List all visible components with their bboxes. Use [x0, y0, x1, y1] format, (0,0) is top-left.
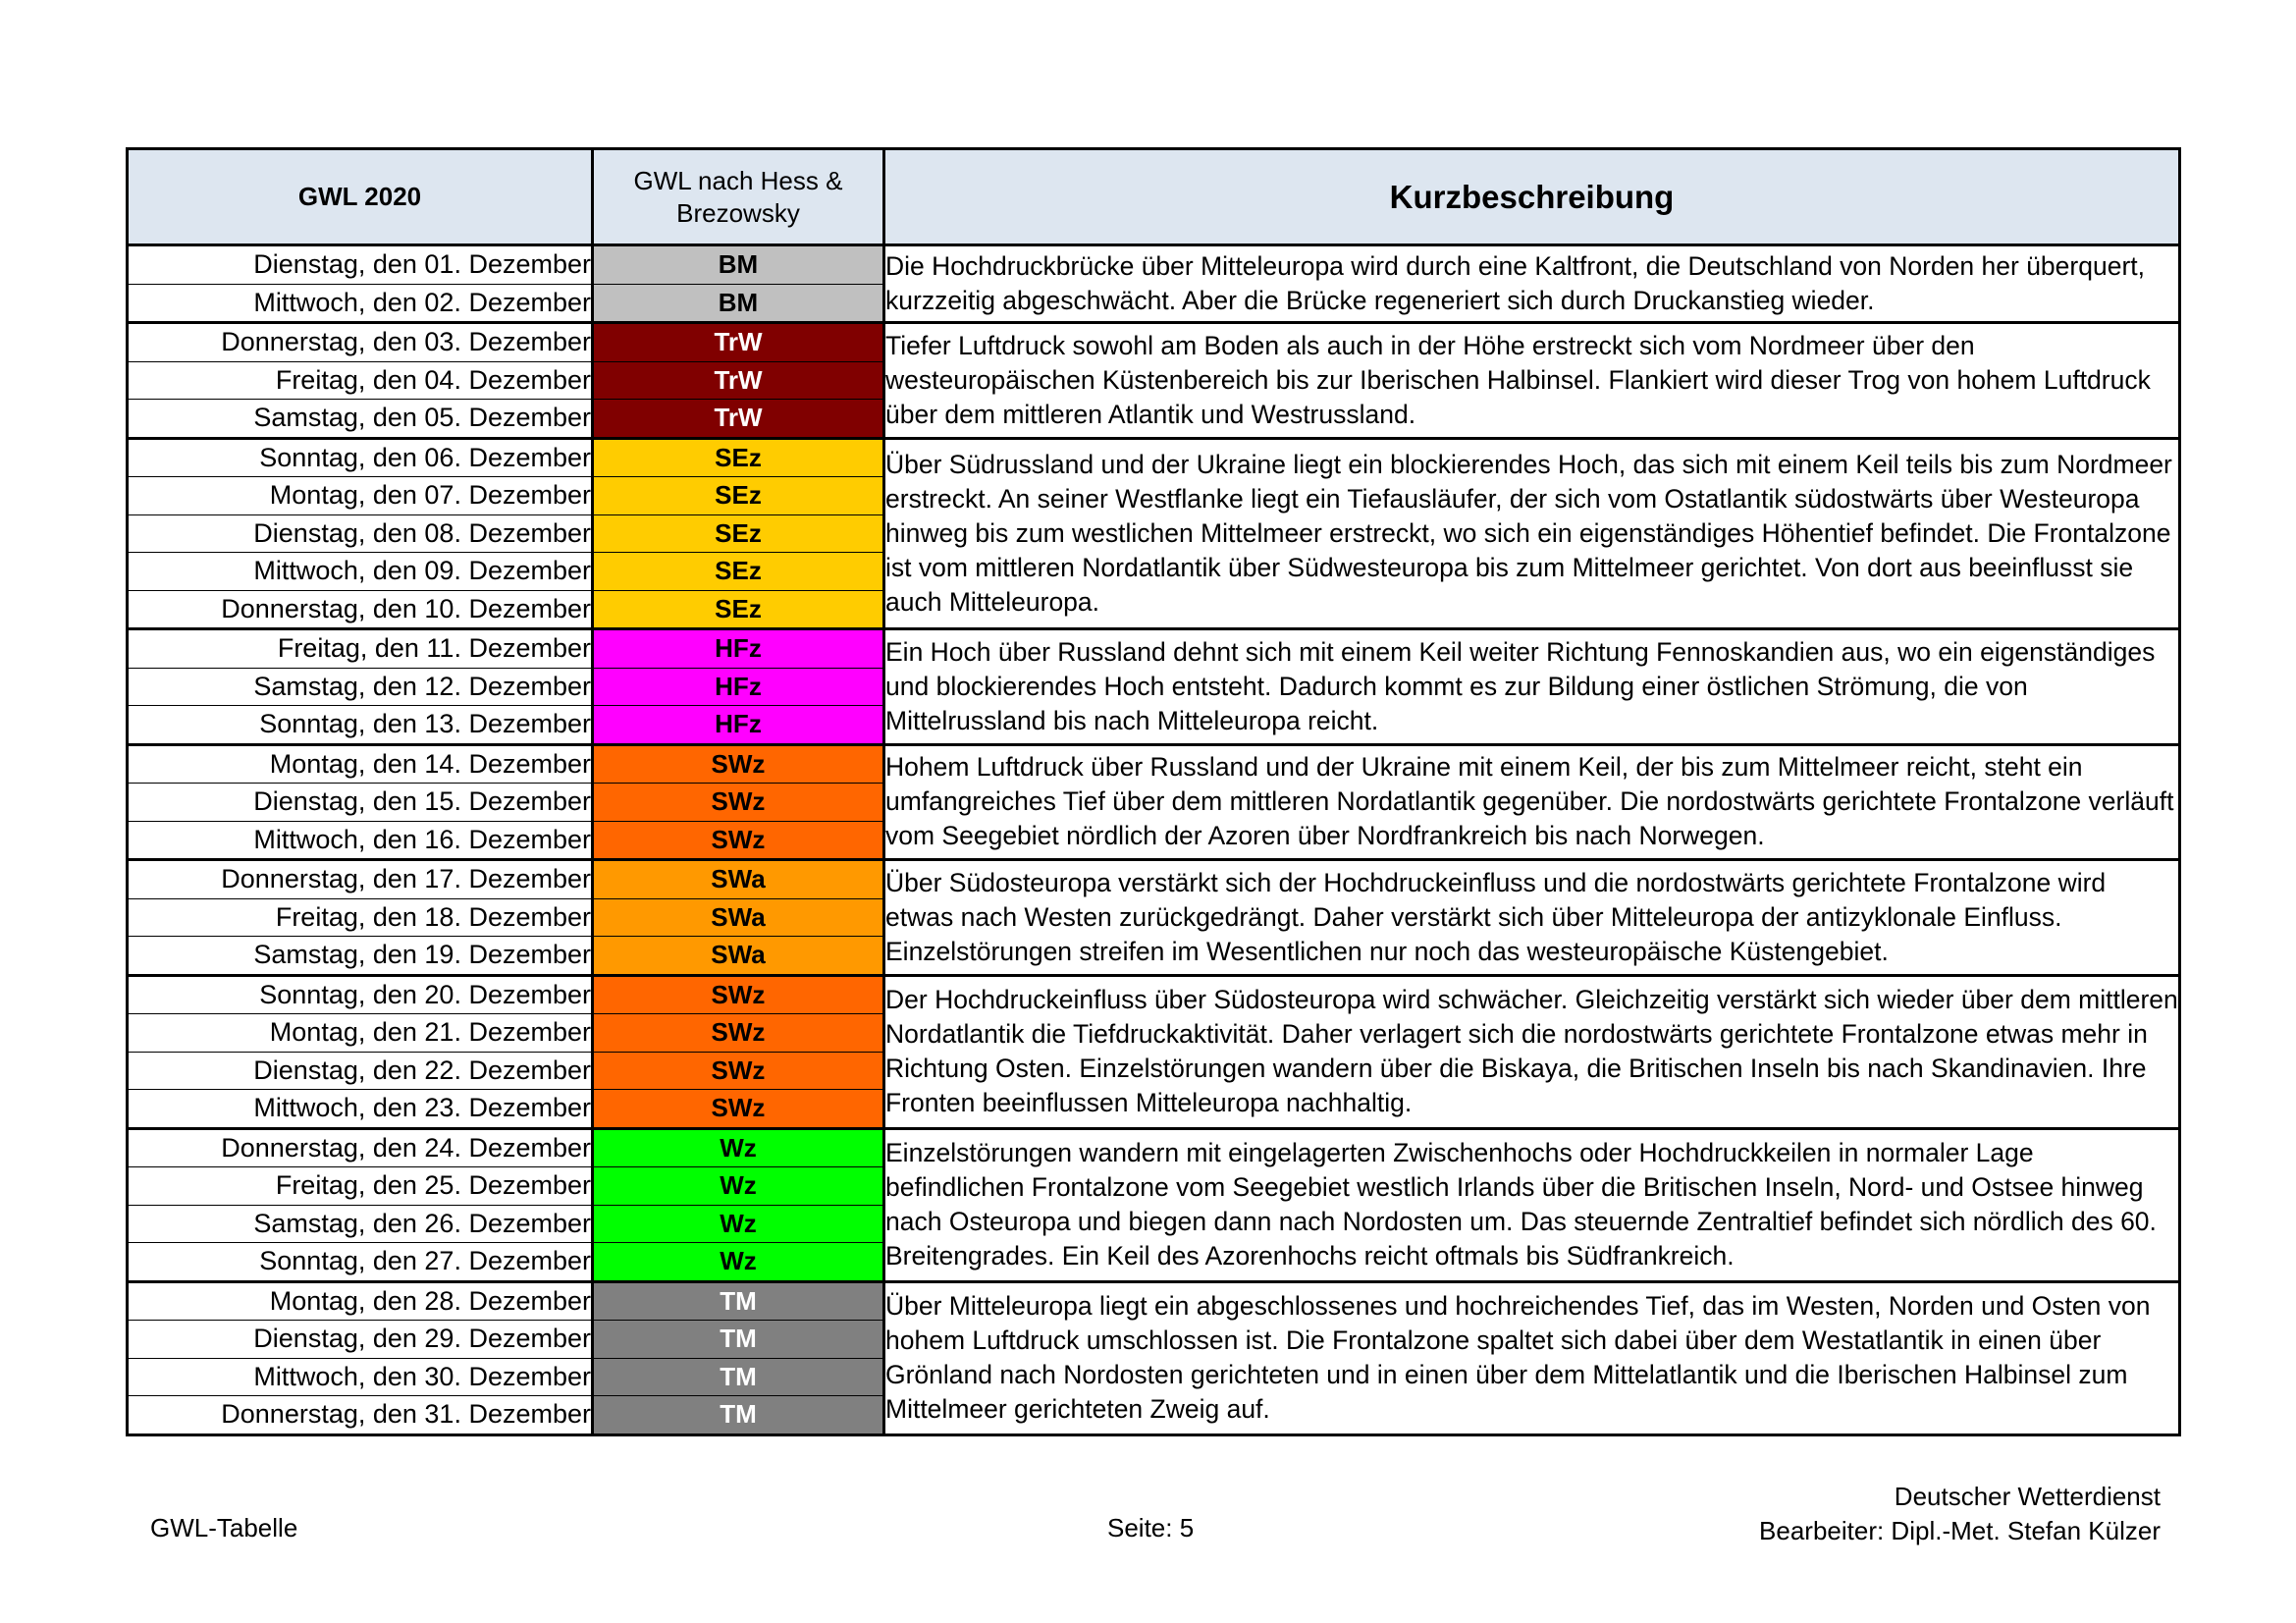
date-cell: Montag, den 14. Dezember	[128, 744, 593, 784]
date-cell: Dienstag, den 29. Dezember	[128, 1321, 593, 1359]
gwl-code-cell: SWz	[593, 744, 884, 784]
description-cell: Die Hochdruckbrücke über Mitteleuropa wird durch eine Kaltfront, die Deutschland von Norden her überquert, kurzzeitig abgeschwächt. Aber die Brücke regeneriert sich durch Druckanstieg wieder.	[884, 245, 2180, 323]
gwl-code-cell: SWz	[593, 975, 884, 1014]
gwl-code-cell: SWz	[593, 1014, 884, 1053]
footer-author-block	[1759, 1480, 2161, 1548]
date-cell: Mittwoch, den 16. Dezember	[128, 821, 593, 860]
date-cell: Montag, den 21. Dezember	[128, 1014, 593, 1053]
date-cell: Montag, den 28. Dezember	[128, 1281, 593, 1321]
table-row	[128, 860, 2180, 899]
table-row	[128, 323, 2180, 362]
description-cell: Über Südrussland und der Ukraine liegt ein blockierendes Hoch, das sich mit einem Keil teils bis zum Nordmeer erstreckt. An seiner Westflanke liegt ein Tiefausläufer, der sich vom Ostatlantik südostwärts über Westeuropa hinweg bis zum westlichen Mittelmeer erstreckt, wo sich ein eigenständiges Höhentief befindet. Die Frontalzone ist vom mittleren Nordatlantik über Südwesteuropa bis zum Mittelmeer gerichtet. Von dort aus beeinflusst sie auch Mitteleuropa.	[884, 438, 2180, 629]
gwl-code-cell: SEz	[593, 553, 884, 591]
gwl-code-cell: SWz	[593, 821, 884, 860]
gwl-code-cell: Wz	[593, 1205, 884, 1243]
gwl-code-cell: TM	[593, 1358, 884, 1396]
gwl-code-cell: BM	[593, 284, 884, 323]
gwl-table	[126, 147, 2181, 1436]
description-cell: Einzelstörungen wandern mit eingelagerten Zwischenhochs oder Hochdruckkeilen in normaler Lage befindlichen Frontalzone vom Seegebiet westlich Irlands über die Britischen Inseln, Nord- und Ostsee hinweg nach Osteuropa und biegen dann nach Nordosten um. Das steuernde Zentraltief befindet sich nördlich des 60. Breitengrades. Ein Keil des Azorenhochs reicht oftmals bis Südfrankreich.	[884, 1128, 2180, 1281]
gwl-code-cell: HFz	[593, 629, 884, 669]
description-cell: Über Südosteuropa verstärkt sich der Hochdruckeinfluss und die nordostwärts gerichtete Frontalzone wird etwas nach Westen zurückgedrängt. Daher verstärkt sich über Mitteleuropa der antizyklonale Einfluss. Einzelstörungen streifen im Wesentlichen nur noch das westeuropäische Küstengebiet.	[884, 860, 2180, 976]
date-cell: Donnerstag, den 17. Dezember	[128, 860, 593, 899]
gwl-code-cell: SWz	[593, 1090, 884, 1129]
date-cell: Dienstag, den 15. Dezember	[128, 784, 593, 822]
gwl-code-cell: Wz	[593, 1128, 884, 1167]
table-row	[128, 245, 2180, 285]
table-row	[128, 975, 2180, 1014]
header-kurzbeschreibung: Kurzbeschreibung	[884, 149, 2180, 245]
date-cell: Sonntag, den 13. Dezember	[128, 706, 593, 745]
table-row	[128, 438, 2180, 477]
gwl-code-cell: TrW	[593, 323, 884, 362]
date-cell: Sonntag, den 20. Dezember	[128, 975, 593, 1014]
date-cell: Samstag, den 26. Dezember	[128, 1205, 593, 1243]
date-cell: Samstag, den 05. Dezember	[128, 400, 593, 439]
gwl-code-cell: HFz	[593, 706, 884, 745]
description-cell: Über Mitteleuropa liegt ein abgeschlossenes und hochreichendes Tief, das im Westen, Norden und Osten von hohem Luftdruck umschlossen ist. Die Frontalzone spaltet sich dabei über dem Westatlantik in einen über Grönland nach Nordosten gerichteten und in einen über dem Mittelatlantik und die Iberischen Halbinsel zum Mittelmeer gerichteten Zweig auf.	[884, 1281, 2180, 1434]
table-row	[128, 629, 2180, 669]
date-cell: Donnerstag, den 24. Dezember	[128, 1128, 593, 1167]
header-gwl-year: GWL 2020	[128, 149, 593, 245]
gwl-code-cell: TM	[593, 1281, 884, 1321]
table-row	[128, 744, 2180, 784]
gwl-code-cell: SWa	[593, 898, 884, 937]
date-cell: Freitag, den 18. Dezember	[128, 898, 593, 937]
description-cell: Hohem Luftdruck über Russland und der Ukraine mit einem Keil, der bis zum Mittelmeer reicht, steht ein umfangreiches Tief über dem mittleren Nordatlantik gegenüber. Die nordostwärts gerichtete Frontalzone verläuft vom Seegebiet nördlich der Azoren über Nordfrankreich bis nach Norwegen.	[884, 744, 2180, 860]
date-cell: Mittwoch, den 02. Dezember	[128, 284, 593, 323]
footer-organization: Deutscher Wetterdienst	[1894, 1482, 2161, 1511]
gwl-code-cell: SEz	[593, 514, 884, 553]
description-cell: Ein Hoch über Russland dehnt sich mit einem Keil weiter Richtung Fennoskandien aus, wo ein eigenständiges und blockierendes Hoch entsteht. Dadurch kommt es zur Bildung einer östlichen Strömung, die von Mittelrussland bis nach Mitteleuropa reicht.	[884, 629, 2180, 745]
date-cell: Freitag, den 04. Dezember	[128, 361, 593, 400]
date-cell: Donnerstag, den 31. Dezember	[128, 1396, 593, 1435]
gwl-code-cell: TrW	[593, 400, 884, 439]
date-cell: Mittwoch, den 09. Dezember	[128, 553, 593, 591]
gwl-code-cell: TrW	[593, 361, 884, 400]
gwl-code-cell: SWz	[593, 1052, 884, 1090]
gwl-code-cell: SEz	[593, 590, 884, 629]
gwl-code-cell: SWa	[593, 937, 884, 976]
header-gwl-hess-brezowsky: GWL nach Hess & Brezowsky	[593, 149, 884, 245]
footer-page-number: Seite: 5	[1107, 1513, 1195, 1542]
gwl-code-cell: TM	[593, 1396, 884, 1435]
date-cell: Montag, den 07. Dezember	[128, 477, 593, 515]
gwl-code-cell: Wz	[593, 1243, 884, 1282]
date-cell: Dienstag, den 08. Dezember	[128, 514, 593, 553]
date-cell: Sonntag, den 27. Dezember	[128, 1243, 593, 1282]
date-cell: Mittwoch, den 23. Dezember	[128, 1090, 593, 1129]
table-row	[128, 1128, 2180, 1167]
description-cell: Der Hochdruckeinfluss über Südosteuropa wird schwächer. Gleichzeitig verstärkt sich wieder über dem mittleren Nordatlantik die Tiefdruckaktivität. Daher verlagert sich die nordostwärts gerichtete Frontalzone etwas mehr in Richtung Osten. Einzelstörungen wandern über die Biskaya, die Britischen Inseln bis nach Skandinavien. Ihre Fronten beeinflussen Mitteleuropa nachhaltig.	[884, 975, 2180, 1128]
gwl-code-cell: SWa	[593, 860, 884, 899]
gwl-code-cell: SEz	[593, 477, 884, 515]
date-cell: Dienstag, den 22. Dezember	[128, 1052, 593, 1090]
table-header	[128, 149, 2180, 245]
footer-editor: Bearbeiter: Dipl.-Met. Stefan Külzer	[1759, 1516, 2161, 1545]
date-cell: Freitag, den 25. Dezember	[128, 1167, 593, 1206]
gwl-code-cell: SEz	[593, 438, 884, 477]
gwl-code-cell: BM	[593, 245, 884, 285]
gwl-code-cell: SWz	[593, 784, 884, 822]
description-cell: Tiefer Luftdruck sowohl am Boden als auch in der Höhe erstreckt sich vom Nordmeer über den westeuropäischen Küstenbereich bis zur Iberischen Halbinsel. Flankiert wird dieser Trog von hohem Luftdruck über dem mittleren Atlantik und Westrussland.	[884, 323, 2180, 439]
date-cell: Mittwoch, den 30. Dezember	[128, 1358, 593, 1396]
date-cell: Donnerstag, den 10. Dezember	[128, 590, 593, 629]
gwl-code-cell: HFz	[593, 668, 884, 706]
date-cell: Samstag, den 12. Dezember	[128, 668, 593, 706]
gwl-code-cell: TM	[593, 1321, 884, 1359]
date-cell: Dienstag, den 01. Dezember	[128, 245, 593, 285]
date-cell: Donnerstag, den 03. Dezember	[128, 323, 593, 362]
gwl-code-cell: Wz	[593, 1167, 884, 1206]
date-cell: Freitag, den 11. Dezember	[128, 629, 593, 669]
table-row	[128, 1281, 2180, 1321]
date-cell: Sonntag, den 06. Dezember	[128, 438, 593, 477]
date-cell: Samstag, den 19. Dezember	[128, 937, 593, 976]
footer-document-name: GWL-Tabelle	[150, 1513, 298, 1542]
table-body	[128, 245, 2180, 1435]
